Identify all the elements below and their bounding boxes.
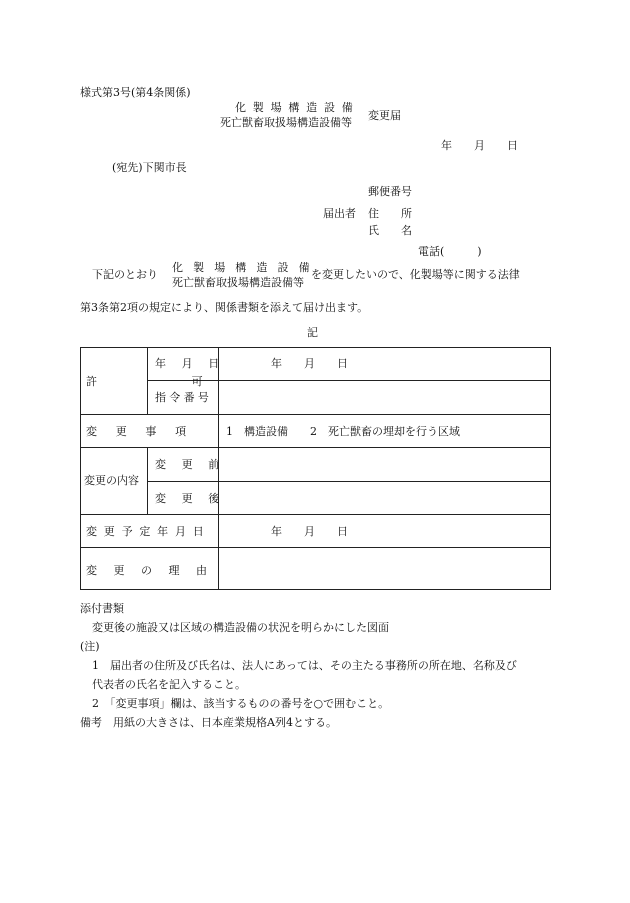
notes-title: (注) bbox=[80, 640, 100, 653]
intro-line-3: 第3条第2項の規定により、関係書類を添えて届け出ます。 bbox=[80, 301, 369, 314]
intro-prefix: 下記のとおり bbox=[92, 268, 158, 281]
address-label: 住 所 bbox=[368, 207, 412, 220]
permit-date-value: 年 月 日 bbox=[271, 357, 348, 370]
table-hline bbox=[80, 414, 551, 415]
change-item-options[interactable]: 1 構造設備 2 死亡獣畜の埋却を行う区域 bbox=[226, 425, 460, 438]
before-change-label: 変 更 前 bbox=[155, 458, 226, 471]
table-hline bbox=[80, 547, 551, 548]
table-hline bbox=[80, 447, 551, 448]
applicant-label: 届出者 bbox=[323, 207, 356, 220]
change-table bbox=[80, 347, 551, 590]
header-date: 年 月 日 bbox=[441, 139, 518, 152]
intro-line-1: 化 製 場 構 造 設 備 bbox=[172, 261, 313, 274]
postal-code-label: 郵便番号 bbox=[368, 185, 412, 198]
scheduled-date-value[interactable]: 年 月 日 bbox=[271, 525, 348, 538]
permit-label: 許 可 bbox=[86, 375, 227, 388]
title-line-1: 化 製 場 構 造 設 備 bbox=[235, 101, 355, 114]
table-hline bbox=[147, 481, 551, 482]
ki-heading: 記 bbox=[307, 326, 318, 339]
attachments-text: 変更後の施設又は区域の構造設備の状況を明らかにした図面 bbox=[92, 621, 389, 634]
title-suffix: 変更届 bbox=[368, 109, 401, 122]
note-1-line-1: 1 届出者の住所及び氏名は、法人にあっては、その主たる事務所の所在地、名称及び bbox=[92, 659, 517, 672]
change-content-label: 変更の内容 bbox=[84, 474, 139, 487]
note-1-line-2: 代表者の氏名を記入すること。 bbox=[92, 678, 246, 691]
form-number: 様式第3号(第4条関係) bbox=[80, 86, 191, 99]
scheduled-date-label: 変 更 予 定 年 月 日 bbox=[86, 525, 206, 538]
remarks: 備考 用紙の大きさは、日本産業規格A列4とする。 bbox=[80, 716, 337, 729]
table-hline bbox=[80, 514, 551, 515]
name-label: 氏 名 bbox=[368, 224, 412, 237]
before-change-field[interactable] bbox=[222, 451, 546, 477]
phone-label: 電話( ) bbox=[418, 245, 482, 258]
table-border-left bbox=[80, 347, 81, 590]
permit-date-label: 年 月 日 bbox=[155, 357, 226, 370]
table-border-bottom bbox=[80, 589, 551, 590]
table-vline bbox=[147, 447, 148, 514]
note-2: 2 「変更事項」欄は、該当するものの番号を○で囲むこと。 bbox=[92, 697, 390, 710]
intro-suffix: を変更したいので、化製場等に関する法律 bbox=[311, 268, 520, 281]
attachments-title: 添付書類 bbox=[80, 602, 124, 615]
table-border-right bbox=[550, 347, 551, 590]
addressee: (宛先)下関市長 bbox=[112, 161, 187, 174]
table-border-top bbox=[80, 347, 551, 348]
reason-label: 変 更 の 理 由 bbox=[86, 564, 210, 577]
reason-field[interactable] bbox=[222, 552, 546, 585]
title-line-2: 死亡獣畜取扱場構造設備等 bbox=[220, 116, 352, 129]
permit-number-field[interactable] bbox=[222, 385, 546, 409]
after-change-field[interactable] bbox=[222, 485, 546, 511]
change-item-label: 変 更 事 項 bbox=[86, 425, 190, 438]
after-change-label: 変 更 後 bbox=[155, 492, 226, 505]
permit-number-label: 指令番号 bbox=[155, 391, 213, 404]
intro-line-2: 死亡獣畜取扱場構造設備等 bbox=[172, 276, 304, 289]
